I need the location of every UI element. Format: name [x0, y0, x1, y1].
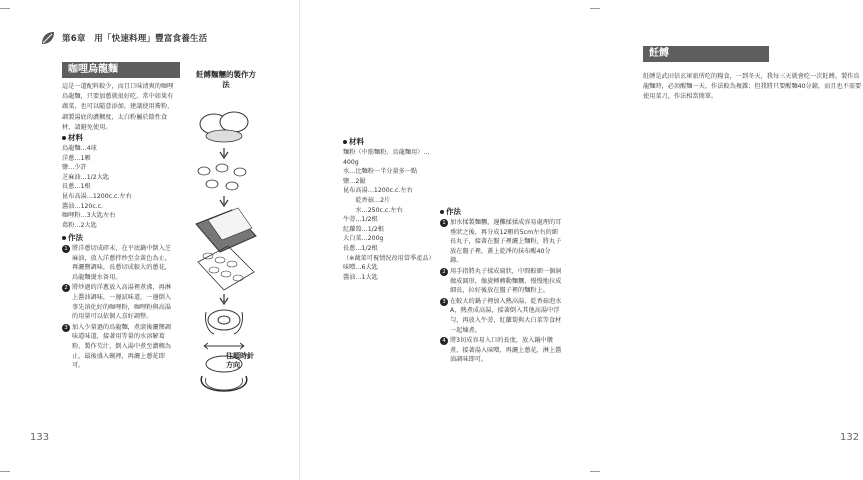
- ingredient-item: 大白菜…200g: [343, 235, 384, 243]
- ingredient-item: 水…比麵粉一半分量多一點: [343, 168, 418, 176]
- ingredient-item: 醬油…120c.c.: [62, 202, 104, 210]
- chapter-header: [40, 30, 207, 46]
- step-number-badge: 4: [440, 337, 448, 345]
- step-number-badge: 1: [62, 245, 70, 253]
- step-number-badge: 2: [62, 284, 70, 292]
- step-item: [440, 267, 562, 296]
- dough-method-title: 飪餺麵糰的製作方法: [196, 70, 256, 89]
- ring-forming-image: [205, 310, 242, 334]
- steps-label: 作法: [446, 207, 461, 216]
- step-item: [440, 336, 562, 365]
- step-item: [62, 283, 176, 321]
- steps-list: [62, 244, 176, 372]
- ingredient-item: 長蔥…1/2根: [343, 244, 378, 252]
- steps-list: [440, 218, 562, 366]
- ingredient-item: 鹽…少許: [62, 164, 87, 172]
- ingredient-item: 昆布高湯…1200c.c.左右: [62, 192, 132, 200]
- ingredient-item: 洋蔥…1顆: [62, 154, 91, 162]
- ingredients-list: [343, 148, 443, 282]
- clockwise-label: 往順時針方向: [226, 352, 254, 369]
- bullet-icon: [62, 236, 66, 240]
- leaf-icon: [40, 30, 56, 46]
- ingredient-item: 紅蘿蔔…1/2根: [343, 225, 384, 233]
- step-text: 加入少量過的烏龍麵，煮滾後灑鹽調味道味道，接著用等量的水溶解葛粉，製作芡汁，倒入湯中煮至濃稠為止，最後盛入碗裡，再灑上蔥花即可。: [72, 323, 171, 370]
- ingredient-item: 鹽…2撮: [343, 177, 366, 185]
- step-item: [62, 323, 176, 371]
- page-number: 132: [840, 432, 860, 443]
- step-text: 加水揉製麵糰，邊攤揉揉成容易處理的耳垂狀之後，再分成12顆的5cm左右的細長丸子，接著在盤子裡灑上麵粉，將丸子放在盤子裡，蓋上乾淨的抹布醒40分鐘。: [450, 219, 562, 265]
- step-number-badge: 3: [440, 298, 448, 306]
- ingredient-item: 水…250c.c.左右: [343, 206, 403, 214]
- ingredient-item: 乾香菇…2片: [343, 196, 391, 204]
- step-text: 用手指將丸子揉成扁狀，中間較細一個洞做成圓形，像旋轉轉動麵糰，慢慢地拉成細長，拉好後放在盤子裡的麵粉上。: [450, 267, 562, 295]
- ingredient-item: 葛粉…2大匙: [62, 221, 97, 229]
- step-text: 將炒過的洋蔥放入高湯裡煮沸，再淋上醬油調味，一邊試味道，一邊倒入事先溶化好的咖哩粉，咖哩粉與高湯的用量可以依個人喜好調整。: [72, 284, 171, 321]
- ingredient-item: 麵粉（中筋麵粉、烏龍麵用）…400g: [343, 149, 430, 166]
- page-number: 133: [30, 432, 50, 443]
- bullet-icon: [62, 136, 66, 140]
- step-number-badge: 2: [440, 268, 448, 276]
- ingredient-item: （※蔬菜可視情況改用當季產品）: [343, 254, 435, 262]
- ingredient-item: 味噌…6大匙: [343, 264, 378, 272]
- steps-label: 作法: [68, 233, 83, 242]
- ingredient-item: 醬油…1大匙: [343, 273, 378, 281]
- ingredients-label: 材料: [349, 137, 364, 146]
- ingredients-label: 材料: [68, 133, 83, 142]
- recipe-intro: 這是一道配料較少，而且口味清爽的咖哩烏龍麵，只要加蔥就很好吃。常中如果有蔬菜，也可以隨意添加，建議使用蕎粉，調製湯底的濃稠度，太白粉屬於陰性食材，請避免使用。: [62, 83, 174, 131]
- step-text: 將洋蔥切成碎末，在平底鍋中倒入芝麻油，放入洋蔥拌炒至金黃色為止，再灑鹽調味，長蔥切成較大的蔥花，烏龍麵燙水备用。: [72, 245, 171, 281]
- bullet-icon: [343, 140, 347, 144]
- ingredient-item: 牛蒡…1/2根: [343, 216, 378, 224]
- step-text: 將3切成容易入口的長度，放入鍋中燉煮，接著湯入味噌，再灑上蔥花，淋上醬油調味即可。: [450, 337, 562, 364]
- ingredients-list: [62, 144, 174, 230]
- ingredients-heading: [62, 132, 83, 143]
- dough-pieces-image: [198, 164, 246, 190]
- step-number-badge: 3: [62, 324, 70, 332]
- left-page: [0, 0, 300, 480]
- step-item: [440, 218, 562, 266]
- ingredients-heading: [343, 136, 364, 147]
- step-number-badge: 1: [440, 219, 448, 227]
- step-text: 在較大的鍋子裡加入熱高湯，乾香菇泡水A，熱煮成高湯，接著倒入其他高湯中浮勻，再放入牛蒡，紅蘿蔔與大白菜等食材一起煉煮。: [450, 297, 562, 334]
- recipe-title: 飪餺: [643, 46, 769, 62]
- step-item: [440, 297, 562, 335]
- recipe-intro: 飪餺是武田信玄軍旅所吃的糧食，一到冬天，我每三天就會吃一次飪餺。製作烏龍麵時，必須醒麵一天，作法較為複雜；但我將只要醒麵40分鐘，而且也不需要使用菜刀，作法相當簡單。: [643, 73, 862, 101]
- step-item: [62, 244, 176, 282]
- ingredient-item: 烏龍麵…4球: [62, 145, 97, 152]
- tray-image: [196, 208, 256, 290]
- ingredient-item: 芝麻油…1/2大匙: [62, 173, 110, 181]
- steps-heading: [440, 206, 461, 217]
- kneading-hands-image: [200, 112, 248, 142]
- ingredient-item: 咖哩粉…3大匙左右: [62, 212, 116, 220]
- chapter-title: 第6章 用「快速料理」豐富食養生活: [62, 34, 208, 44]
- ingredient-item: 昆布高湯…1200c.c.左右: [343, 187, 413, 195]
- recipe-title: 咖哩烏龍麵: [62, 62, 180, 78]
- bullet-icon: [440, 210, 444, 214]
- ingredient-item: 長蔥…1根: [62, 183, 91, 191]
- steps-heading: [62, 232, 83, 243]
